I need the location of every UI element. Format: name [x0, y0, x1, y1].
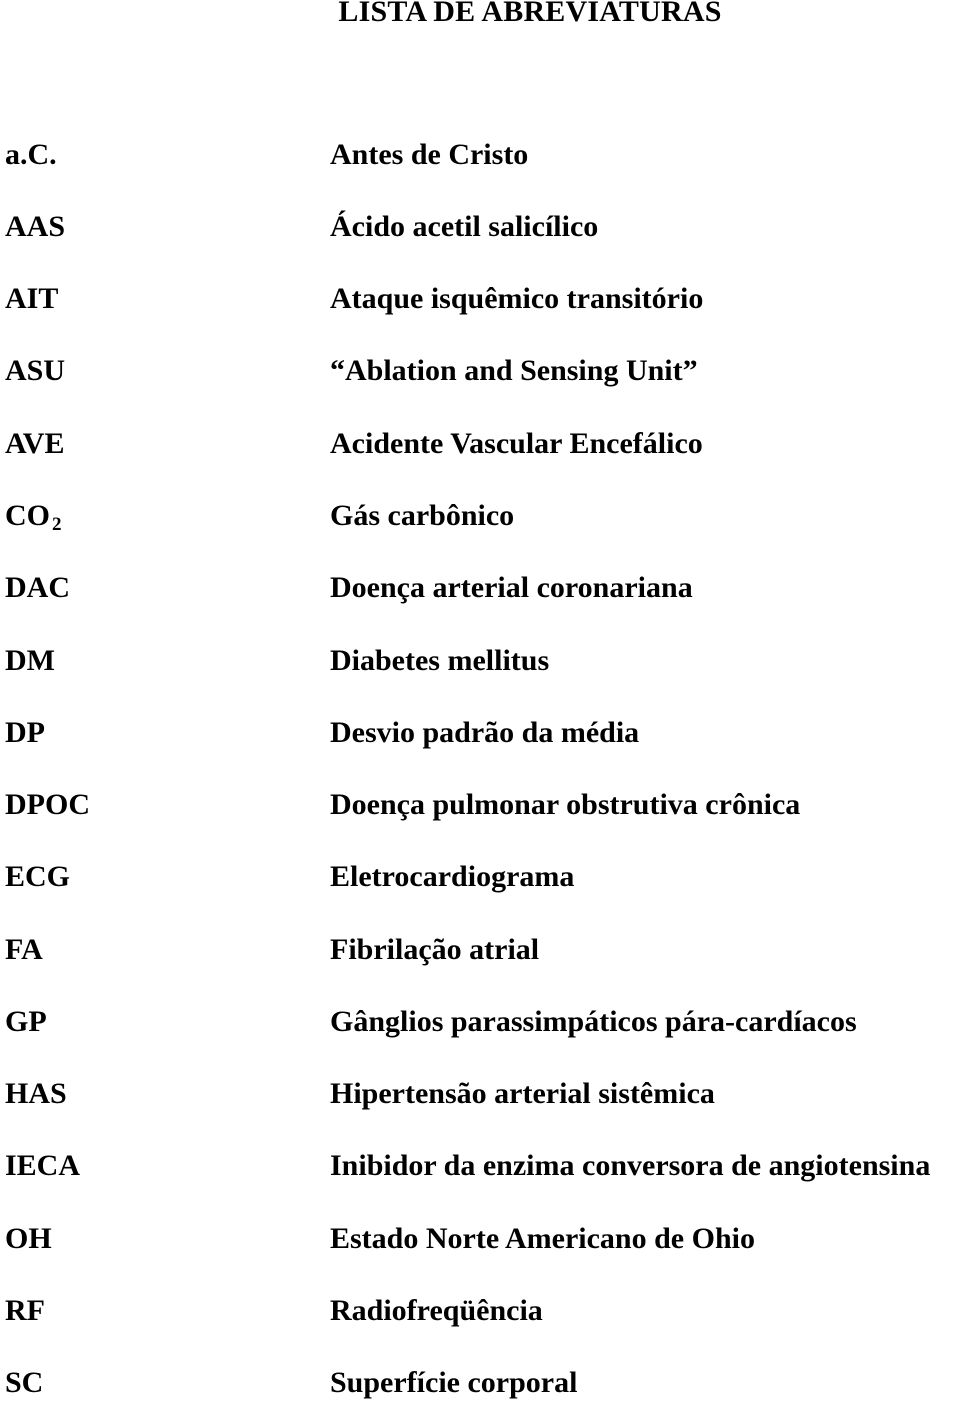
list-item — [0, 781, 960, 829]
list-item — [0, 1359, 960, 1407]
list-item — [0, 637, 960, 685]
list-item — [0, 998, 960, 1046]
list-item — [0, 203, 960, 251]
list-item — [0, 492, 960, 540]
list-item — [0, 564, 960, 612]
definition: Estado Norte Americano de Ohio — [330, 1222, 755, 1255]
abbreviation: HAS — [5, 1077, 67, 1110]
abbreviation: AIT — [5, 282, 59, 315]
abbreviation: ASU — [5, 354, 66, 387]
definition: Ataque isquêmico transitório — [330, 282, 704, 315]
abbreviation: ECG — [5, 860, 71, 893]
definition: Doença arterial coronariana — [330, 571, 693, 604]
abbreviation: IECA — [5, 1149, 81, 1182]
abbreviation: RF — [5, 1294, 45, 1327]
definition: Diabetes mellitus — [330, 644, 550, 677]
page-title: LISTA DE ABREVIATURAS — [338, 0, 722, 28]
list-item — [0, 1287, 960, 1335]
list-item — [0, 1070, 960, 1118]
definition: Gânglios parassimpáticos pára-cardíacos — [330, 1005, 857, 1038]
abbreviation: AAS — [5, 210, 66, 243]
abbreviation: FA — [5, 933, 43, 966]
definition: Doença pulmonar obstrutiva crônica — [330, 788, 801, 821]
definition: Inibidor da enzima conversora de angiotensina — [330, 1149, 931, 1182]
abbreviation: OH — [5, 1222, 52, 1255]
list-item — [0, 1142, 960, 1190]
definition: Antes de Cristo — [330, 138, 529, 171]
definition: Acidente Vascular Encefálico — [330, 427, 703, 460]
abbreviation: GP — [5, 1005, 47, 1038]
list-item — [0, 131, 960, 179]
abbreviation: AVE — [5, 427, 65, 460]
abbreviation: DPOC — [5, 788, 90, 821]
definition: Hipertensão arterial sistêmica — [330, 1077, 715, 1110]
abbreviation: DM — [5, 644, 55, 677]
list-item — [0, 709, 960, 757]
definition: Desvio padrão da média — [330, 716, 640, 749]
abbreviation: SC — [5, 1366, 44, 1399]
list-item — [0, 926, 960, 974]
definition: Superfície corporal — [330, 1366, 578, 1399]
definition: Radiofreqüência — [330, 1294, 543, 1327]
list-item — [0, 853, 960, 901]
abbreviation: a.C. — [5, 138, 57, 171]
list-item — [0, 420, 960, 468]
definition: Ácido acetil salicílico — [330, 210, 599, 243]
abbreviation: DAC — [5, 571, 70, 604]
list-item — [0, 347, 960, 395]
abbreviation: DP — [5, 716, 45, 749]
list-item — [0, 1215, 960, 1263]
definition: Gás carbônico — [330, 499, 515, 532]
definition: “Ablation and Sensing Unit” — [330, 354, 698, 387]
definition: Fibrilação atrial — [330, 933, 540, 966]
definition: Eletrocardiograma — [330, 860, 575, 893]
list-item — [0, 275, 960, 323]
abbreviation: CO $_2$ — [5, 499, 62, 535]
